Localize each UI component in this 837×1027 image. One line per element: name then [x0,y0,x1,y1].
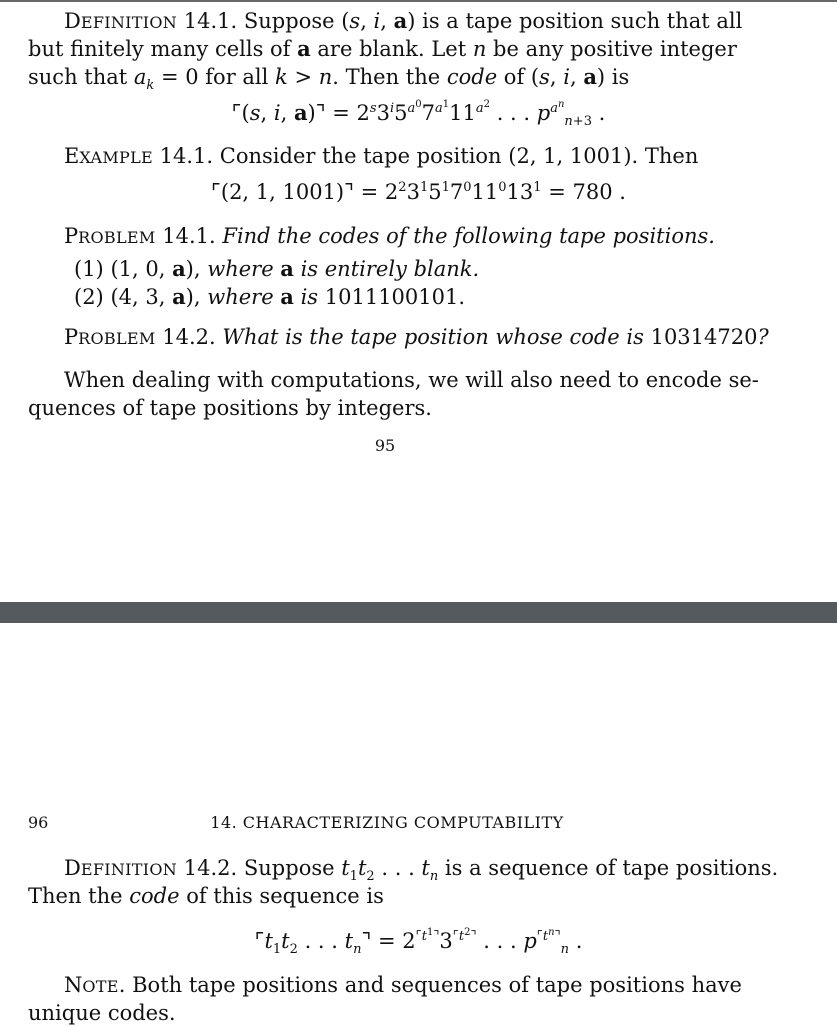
paragraph-text: quences of tape positions by integers. [28,396,432,420]
definition-14-1-formula: ⌜(s, i, a)⌝ = $2^s3^i5^{a^0}7^{a^1}11^{a^2}$ . . . $p^{a^n}_{n+3}$ . [231,99,606,129]
problem-text: What is the tape position whose code is 10314720? [222,325,769,349]
example-label-rest: XAMPLE [79,148,153,167]
definition-14-2-line1 [64,855,778,883]
definition-14-1-line2: but finitely many cells of a are blank. Let n be any positive integer [28,36,737,61]
page-number: 95 [374,436,396,455]
paragraph-line2 [28,395,432,422]
definition-14-2-line2: Then the code of this sequence is [28,884,384,908]
definition-number: 14.1. [183,9,238,33]
page-top-border [0,0,837,2]
item-text-post: is [293,285,325,309]
problem-14-1-line [64,223,715,251]
definition-label-cap: D [64,856,81,880]
definition-label-rest: EFINITION [80,13,178,32]
problem-14-2-line [64,324,769,352]
definition-14-1-line1 [64,7,742,36]
page-96 [0,623,837,1024]
item-number: (1) [74,257,104,281]
definition-14-1-line3: such that $a_k = 0$ for all k > n. Then the code of (s, i, a) is [28,64,630,93]
definition-line1-text: Suppose (s, i, a) is a tape position such that all [243,8,743,33]
item-bold: a [280,284,294,309]
problem-14-1-item-2 [74,283,465,311]
paragraph-text: When dealing with computations, we will also need to encode se- [64,368,759,392]
problem-label-rest: ROBLEM [78,329,156,348]
example-label-cap: E [64,144,80,168]
problem-label-cap: P [64,325,79,349]
item-bold: a [280,256,294,281]
item-value: 1011100101. [324,285,466,309]
example-text: Consider the tape position (2, 1, 1001). Then [219,144,699,168]
example-14-1-line [64,143,698,171]
note-label-cap: N [64,973,83,997]
definition-number: 14.2. [183,856,238,880]
problem-label-cap: P [64,224,79,248]
item-text-pre: where [200,257,281,281]
problem-number: 14.2. [162,325,216,349]
item-number: (2) [74,285,104,309]
item-tuple: (1, 0, a), [110,256,201,281]
definition-label-cap: D [64,9,81,33]
item-text-post: is entirely blank. [293,257,480,281]
problem-label-rest: ROBLEM [78,228,156,247]
problem-14-1-item-1 [74,255,479,283]
item-text-pre: where [200,285,281,309]
note-text: unique codes. [28,1001,176,1025]
note-line1: NOTE. Both tape positions and sequences of tape positions have [64,973,742,997]
definition-label-rest: EFINITION [80,860,178,879]
example-number: 14.1. [159,144,214,168]
example-14-1-formula: ⌜(2, 1, 1001)⌝ = $2^23^15^17^011^013^1 = 780$ . [211,180,626,204]
note-label-rest: OTE [82,977,119,996]
note-text: Both tape positions and sequences of tape positions have [132,973,742,997]
problem-text: Find the codes of the following tape positions. [222,224,715,248]
page-number: 96 [28,813,49,832]
paragraph-line1 [64,367,759,394]
note-line2 [28,1000,176,1027]
definition-14-2-formula: $⌜t_1t_2$ . . . $t_n⌝ = 2^{⌜t^1⌝}3^{⌜t^2⌝}$ . . . $p^{⌜t^n⌝}_n$ . [254,927,583,957]
page-separator [0,602,837,623]
definition-line1-text: Suppose $t_1t_2$ . . . $t_n$ is a sequence of tape positions. [243,856,779,884]
problem-number: 14.1. [162,224,216,248]
item-tuple: (4, 3, a), [110,284,201,309]
running-head: 14. CHARACTERIZING COMPUTABILITY [210,813,564,832]
